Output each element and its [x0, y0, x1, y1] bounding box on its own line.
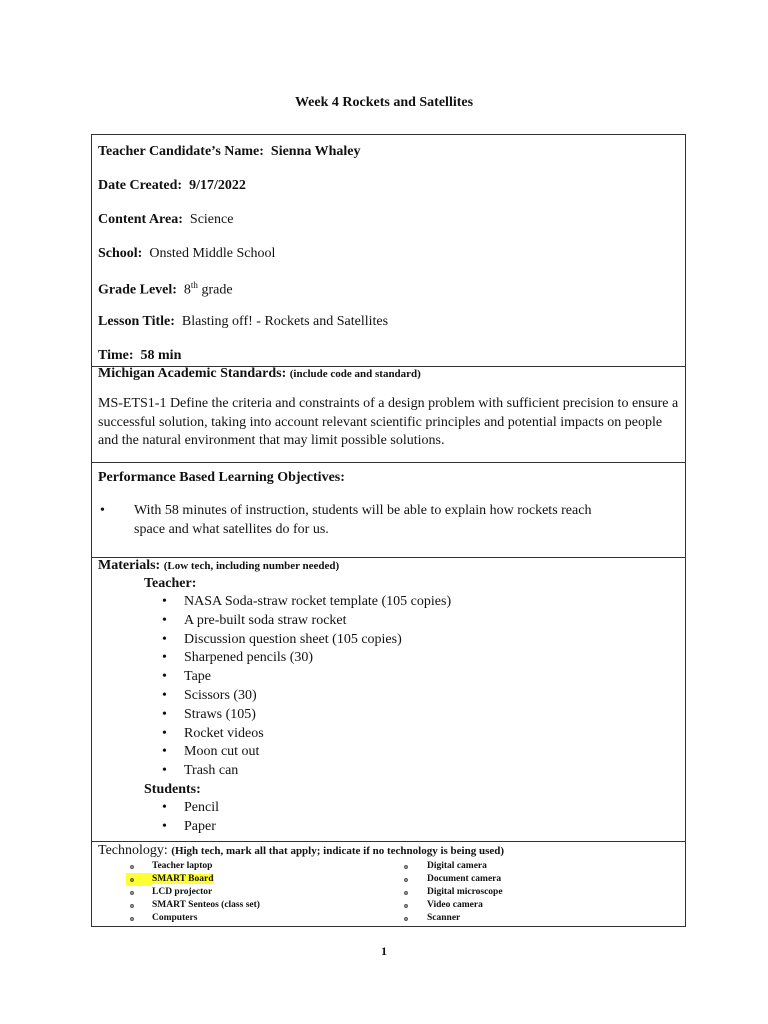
teacher-material-item: • Trash can	[154, 762, 685, 781]
info-label: Time:	[98, 348, 134, 363]
technology-item[interactable]	[390, 912, 503, 925]
technology-item[interactable]	[92, 860, 390, 873]
info-label: Date Created:	[98, 178, 183, 193]
student-material-item: • Pencil	[154, 799, 685, 818]
technology-item[interactable]	[390, 886, 503, 899]
info-value: Onsted Middle School	[149, 246, 276, 261]
info-value: 9/17/2022	[189, 178, 246, 193]
standards-note: (include code and standard)	[289, 368, 421, 380]
technology-item[interactable]	[390, 873, 503, 886]
info-row	[98, 246, 685, 280]
teacher-material-item: • Tape	[154, 668, 685, 687]
technology-note: (High tech, mark all that apply; indicate if no technology is being used)	[171, 845, 505, 857]
info-row	[98, 144, 685, 178]
technology-item-label: Digital camera	[427, 861, 487, 871]
teacher-material-item: • A pre-built soda straw rocket	[154, 612, 685, 631]
teacher-material-item: • Straws (105)	[154, 706, 685, 725]
standards-heading: Michigan Academic Standards:	[98, 366, 287, 381]
info-label: Content Area:	[98, 212, 183, 227]
technology-item-label: Digital microscope	[427, 887, 503, 897]
materials-note: (Low tech, including number needed)	[163, 560, 340, 572]
technology-item[interactable]	[92, 912, 390, 925]
materials-heading: Materials:	[98, 558, 161, 573]
technology-item-label: Document camera	[427, 874, 502, 884]
materials-section	[91, 557, 686, 842]
technology-item-label: Scanner	[427, 913, 461, 923]
students-label: Students:	[144, 781, 201, 797]
info-section	[91, 134, 686, 367]
objectives-section	[91, 462, 686, 558]
teacher-material-item: • Scissors (30)	[154, 687, 685, 706]
info-row	[98, 178, 685, 212]
info-value: 58 min	[140, 348, 182, 363]
info-value: grade	[201, 282, 233, 298]
technology-item-label: SMART Board	[152, 874, 214, 884]
info-label: Grade Level:	[98, 282, 177, 298]
student-material-item: • Paper	[154, 818, 685, 837]
teacher-material-item: • NASA Soda-straw rocket template (105 copies)	[154, 593, 685, 612]
objectives-heading: Performance Based Learning Objectives:	[98, 470, 345, 485]
info-row	[98, 212, 685, 246]
technology-item-label: Teacher laptop	[152, 861, 213, 871]
teacher-material-item: • Discussion question sheet (105 copies)	[154, 631, 685, 650]
technology-item[interactable]	[390, 899, 503, 912]
grade-suffix: th	[190, 280, 198, 290]
info-label: Lesson Title:	[98, 314, 175, 329]
page-number: 1	[381, 944, 387, 958]
info-row	[98, 314, 685, 348]
info-label: Teacher Candidate’s Name:	[98, 144, 264, 159]
technology-section	[91, 841, 686, 927]
technology-item-label: Computers	[152, 913, 198, 923]
info-value: Sienna Whaley	[270, 144, 361, 159]
technology-item[interactable]	[92, 886, 390, 899]
technology-heading: Technology:	[98, 843, 168, 858]
info-row	[98, 280, 685, 314]
document-title: Week 4 Rockets and Satellites	[294, 95, 474, 110]
technology-item[interactable]	[92, 873, 390, 886]
teacher-material-item: • Moon cut out	[154, 743, 685, 762]
technology-item-label: SMART Senteos (class set)	[152, 900, 260, 910]
grade-number: 8	[183, 282, 191, 298]
teacher-label: Teacher:	[144, 576, 197, 591]
technology-item-label: LCD projector	[152, 887, 213, 897]
teacher-material-item: • Sharpened pencils (30)	[154, 649, 685, 668]
standards-text: MS-ETS1-1 Define the criteria and constraints of a design problem with sufficient precision to ensure a successful solution, taking into account relevant scientific principles and potential impacts on people and the natural environment that may limit possible solutions.	[98, 396, 679, 448]
standards-section	[91, 365, 686, 463]
technology-item[interactable]	[92, 899, 390, 912]
info-value: Science	[189, 212, 234, 227]
objective-item: • With 58 minutes of instruction, students will be able to explain how rockets reach space and what satellites do for us.	[92, 502, 625, 540]
technology-item[interactable]	[390, 860, 503, 873]
technology-item-label: Video camera	[427, 900, 483, 910]
info-value: Blasting off! - Rockets and Satellites	[181, 314, 389, 329]
teacher-material-item: • Rocket videos	[154, 725, 685, 744]
info-label: School:	[98, 246, 143, 261]
